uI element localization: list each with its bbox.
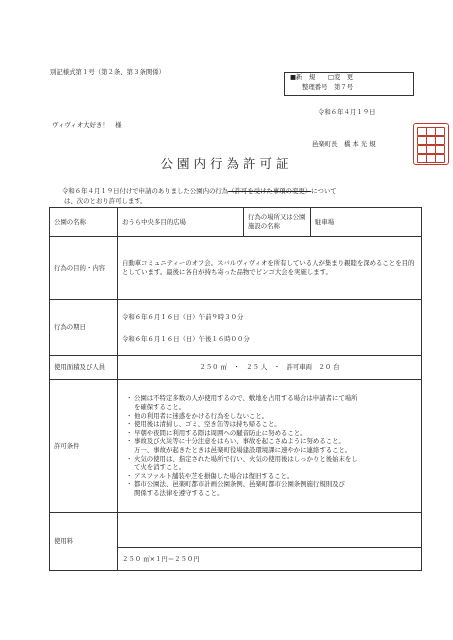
fee: ２５０ ㎡×１円＝２５０円: [122, 555, 200, 563]
intro-before: 令和６年４月１９日付けで申請のありました公園内の行為: [62, 187, 229, 195]
condition-item: ・ 使用後は清掃し、ゴミ、空き缶等は持ち帰ること。: [134, 420, 417, 429]
place-label: 行為の場所又は公園施設の名称: [244, 208, 311, 237]
condition-item: 関係する法律を遵守すること。: [134, 488, 224, 497]
condition-item: ・ アスファルト舗装や芝を損傷した場合は復旧すること。: [134, 472, 417, 481]
condition-item: ・ 火気の使用は、指定された場所で行い、火気の使用後はしっかりと後始末をし: [134, 455, 417, 464]
condition-item: 万一、事故が起きたときは邑楽町役場建設環境課に速やかに連絡すること。: [134, 446, 352, 454]
period-end: 令和６年６月１６日（日）午後１６時００分: [122, 334, 250, 343]
registration-type: ■新 規 □変 更: [290, 73, 354, 81]
conditions-label: 許可条件: [50, 380, 118, 513]
condition-item: ・ 早朝や夜間に利用する際は周囲への騒音防止に努めること。: [134, 429, 417, 438]
condition-item: て火を消すこと。: [134, 463, 186, 472]
place: 駐車場: [311, 208, 422, 237]
conditions-list: [126, 394, 417, 497]
usage: ２５０ ㎡ ・ ２５ 人 ・ 許可車両 ２０ 台: [118, 356, 422, 380]
condition-item: ・ 事故及び火災等に十分注意をはらい、事故を起こさぬように努めること。: [134, 437, 417, 446]
conditions-cell: [118, 380, 422, 513]
intro-text: [62, 186, 422, 206]
condition-item: を確保すること。: [134, 403, 186, 412]
intro-struck: （許可を受けた事項の変更）: [228, 187, 312, 195]
permit-table: [49, 207, 422, 571]
intro-line2: は、次のとおり許可します。: [64, 197, 147, 205]
fee-label: 使用料: [50, 513, 118, 571]
purpose: 自動車コミュニティーのオフ会。スバルヴィヴィオを所有している人が集まり親睦を深めることを目的としています。最後に各自が持ち寄った品物でビンゴ大会を実施します。: [118, 237, 422, 300]
issuer: 邑楽町長 橋 本 光 規: [312, 140, 376, 148]
condition-item: ・ 都市公園法、邑楽町都市計画公園条例、邑楽町都市公園条例施行規則及び: [134, 480, 417, 489]
form-label: 別記様式第１号（第２条、第３条関係）: [50, 68, 166, 76]
period-label: 行為の期日: [50, 300, 118, 356]
purpose-label: 行為の目的・内容: [50, 237, 118, 300]
condition-item: ・ 他の利用者に迷惑をかける行為をしないこと。: [134, 412, 417, 421]
park-name: おうら中央多目的広場: [118, 208, 244, 237]
intro-after: について: [311, 187, 337, 195]
period-cell: [118, 300, 422, 356]
usage-label: 使用面積及び人員: [50, 356, 118, 380]
issue-date: 令和６年４月１９日: [318, 108, 376, 116]
addressee: ヴィヴィオ大好き！ 様: [52, 121, 122, 129]
document-title: 公園内行為許可証: [160, 156, 293, 171]
fee-cell: [118, 513, 422, 571]
registration-number: 整理番号 第７号: [302, 83, 354, 91]
condition-item: ・ 公園は不特定多数の人が使用するので、敷地を占用する場合は申請者にて場所: [134, 394, 417, 403]
period-start: 令和６年６月１６日（日）午前９時３０分: [122, 312, 244, 321]
park-name-label: 公園の名称: [50, 208, 118, 237]
